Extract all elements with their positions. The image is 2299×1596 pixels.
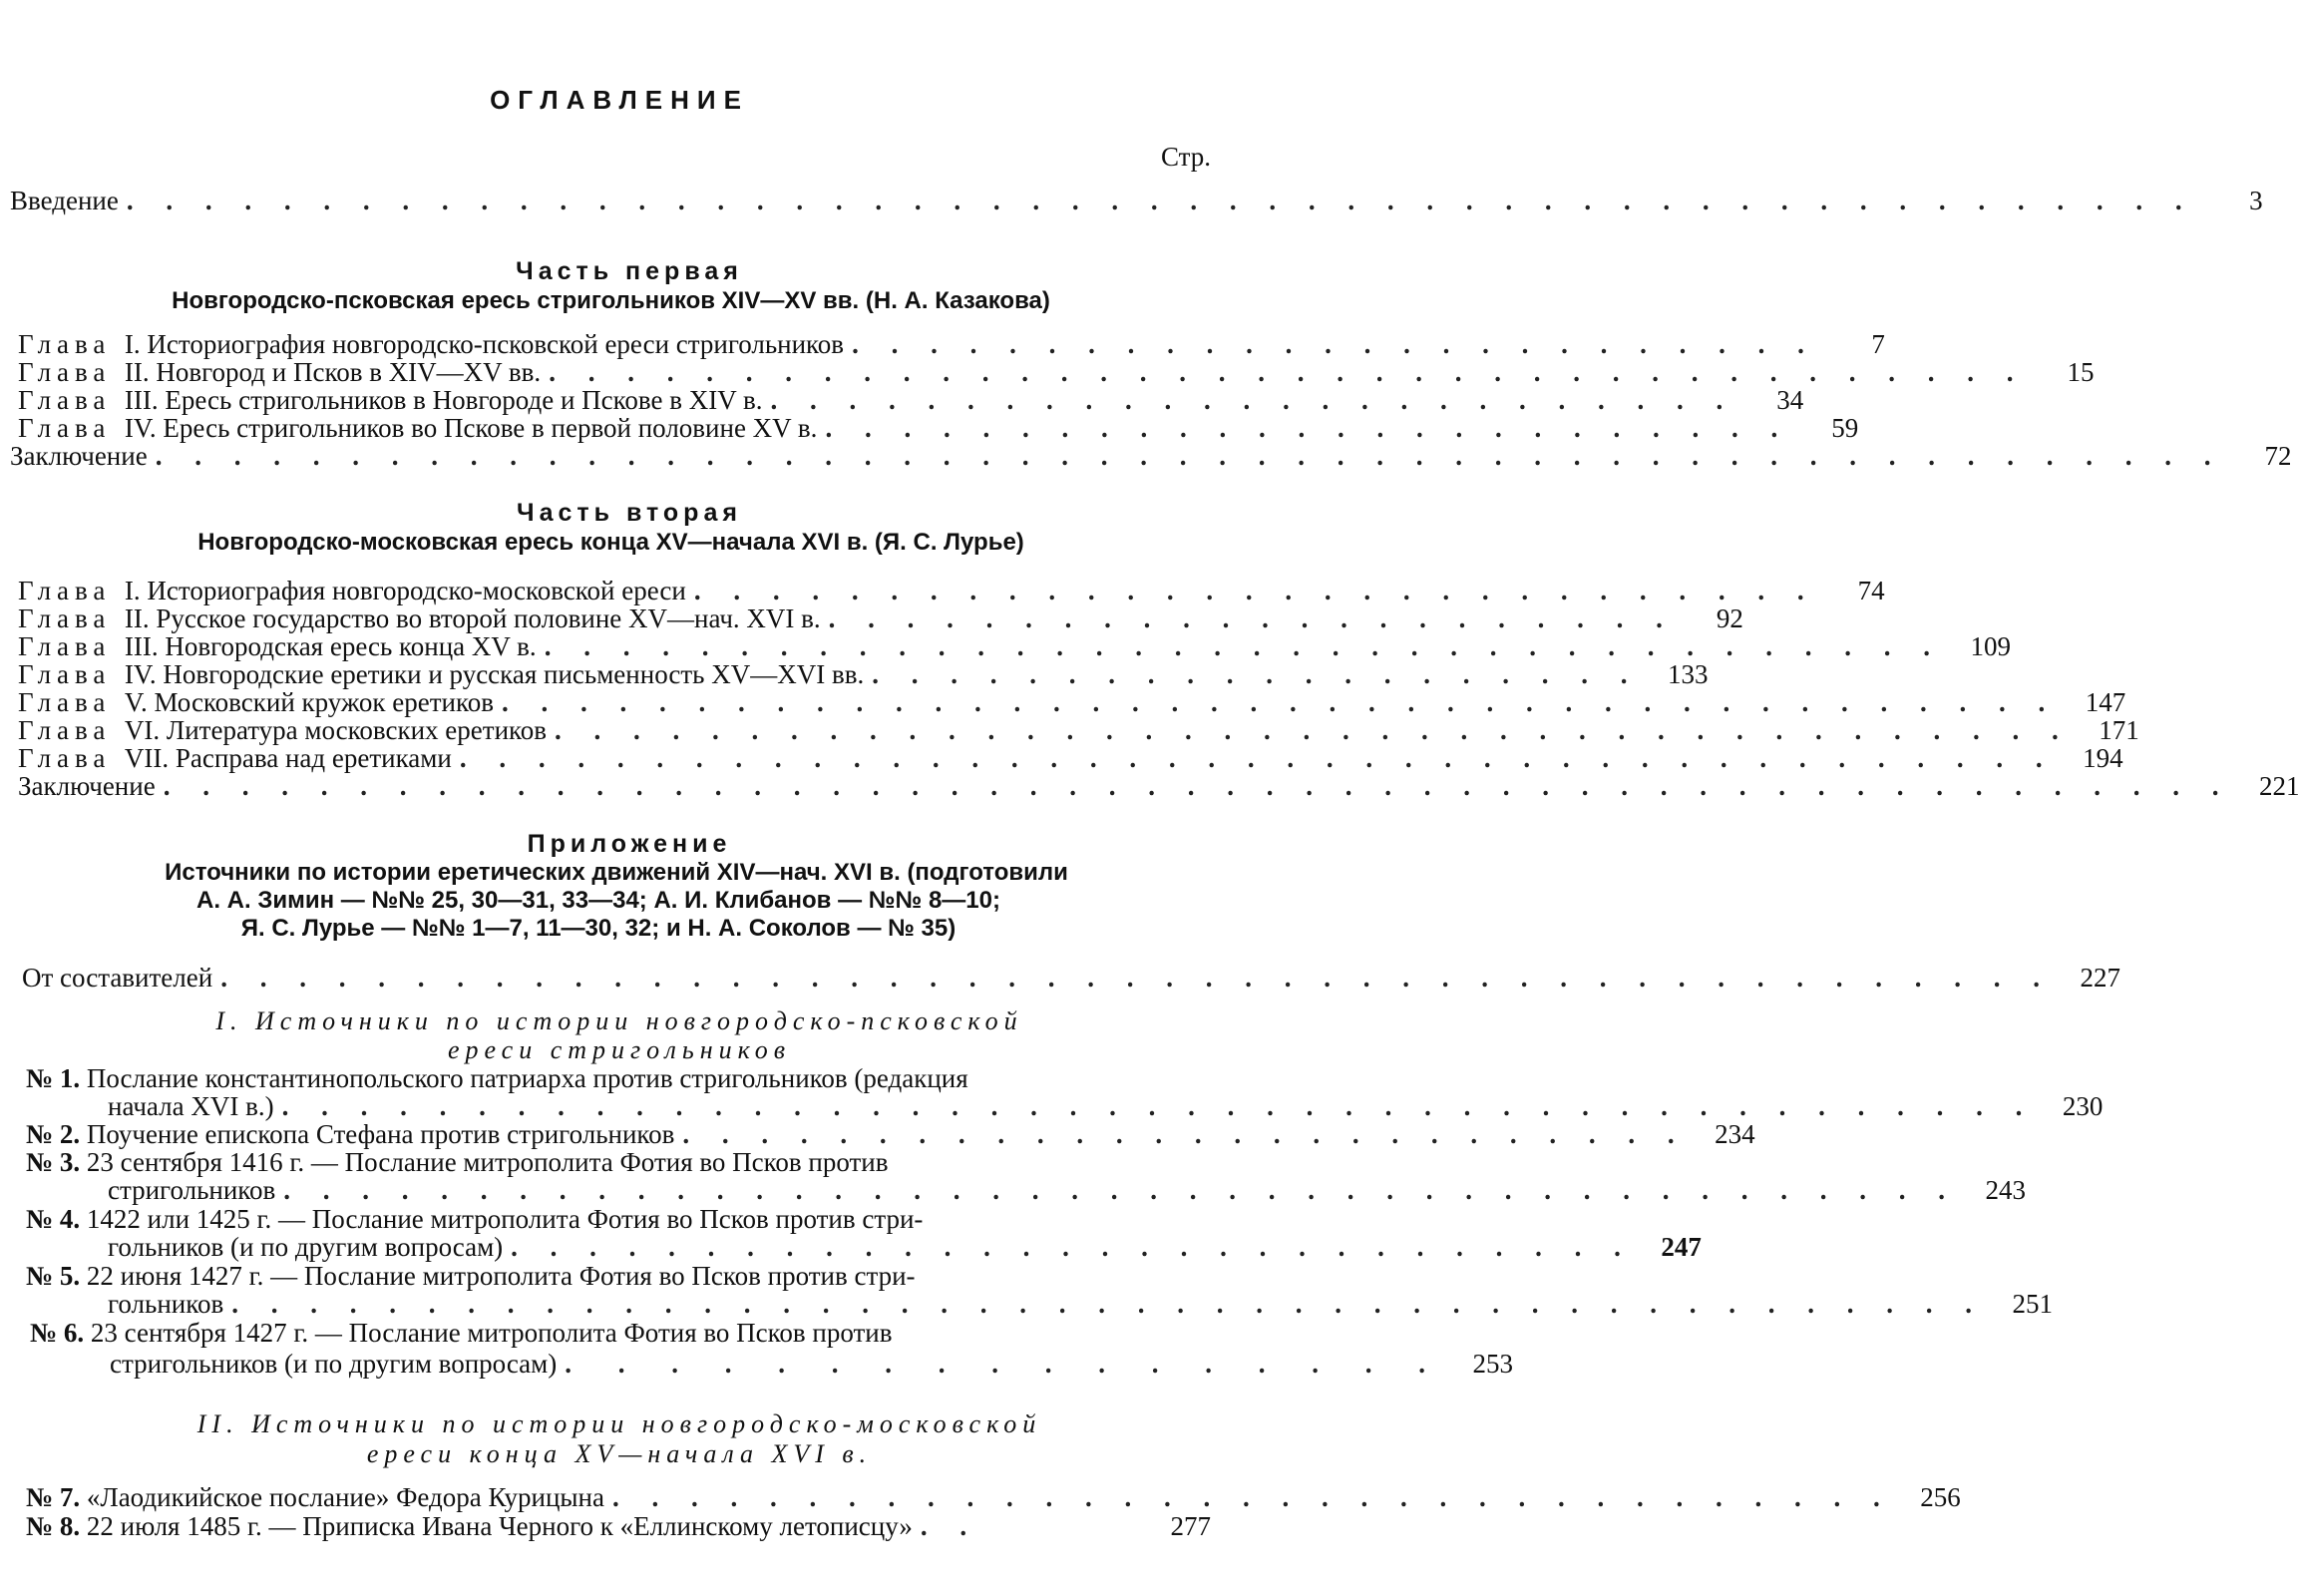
appendix-subtitle-line: Я. С. Лурье — №№ 1—7, 11—30, 32; и Н. А. Соколов — № 35)	[240, 915, 957, 942]
source-title: Поучение епископа Стефана против стригольников	[86, 1119, 675, 1149]
source-title: 23 сентября 1416 г. — Послание митрополита Фотия во Псков против	[86, 1147, 889, 1177]
source-item-end[interactable]	[108, 1091, 2104, 1121]
dot-leader: . . . . . . . . . . . . . . . . . . . . . . . . . . . . . . . . . . . . . .	[549, 357, 2027, 387]
toc-page-number: 15	[2067, 357, 2095, 387]
toc-page-number: 7	[1871, 329, 1885, 359]
dot-leader: . . . . . . . . . . . . . . . . . . . . . . . . . .	[682, 1119, 1688, 1149]
toc-entry-compilers[interactable]	[22, 963, 2120, 993]
toc-page-number: 277	[1170, 1511, 1211, 1541]
toc-page-number: 227	[2080, 963, 2120, 993]
toc-chapter[interactable]	[18, 715, 2139, 745]
dot-leader: . . . . . . . . . . . . . . . . . . . . . . . . . . . . . . . . . . . . . . . .	[502, 687, 2059, 717]
toc-chapter[interactable]	[18, 603, 1743, 633]
dot-leader: . . . . . . . . . . . . . . . . . . . . . . . . . . . . . . . . . . . . . . . . . . . . .	[231, 1289, 1985, 1319]
toc-page-number: 74	[1857, 576, 1885, 605]
toc-page-number: 194	[2083, 743, 2123, 773]
dot-leader: . . . . . . . . . . . . . . . . . . . . . . . . . . . . . . . . . . . . . . . . . . . . . . . . . . . . .	[126, 186, 2195, 215]
source-number: № 3.	[26, 1147, 81, 1177]
chapter-title: II. Новгород и Псков в XIV—XV вв.	[124, 357, 542, 387]
toc-chapter[interactable]	[18, 743, 2123, 773]
dot-leader: . . . . . . . . . . . . . . . . . . . . . . . . . . . . . . . . . . . .	[544, 631, 1943, 661]
part-heading: Часть вторая	[517, 499, 742, 527]
toc-chapter[interactable]	[18, 631, 2011, 661]
part-heading: Часть первая	[516, 257, 743, 285]
page-column-label: Стр.	[1160, 142, 1211, 172]
appendix-subtitle-line: А. А. Зимин — №№ 25, 30—31, 33—34; А. И. Клибанов — №№ 8—10;	[196, 887, 1000, 914]
dot-leader: . . . . . . . . . . . . . . . . . . . .	[872, 659, 1641, 689]
dot-leader: . . . . . . . . . . . . . . . . . . . . . . . . . . . . . . . . . . . . . . . . . . . . . . . . . . . . .	[155, 441, 2224, 471]
toc-entry-label: Введение	[10, 186, 119, 215]
toc-entry-label: От составителей	[22, 963, 213, 993]
toc-page-number: 3	[2249, 186, 2263, 215]
toc-entry-intro[interactable]	[10, 186, 2263, 215]
chapter-word: Глава	[18, 743, 112, 773]
toc-chapter[interactable]	[18, 659, 1709, 689]
toc-entry-label: Заключение	[18, 771, 156, 801]
source-number: № 5.	[26, 1261, 81, 1291]
source-item-end[interactable]	[108, 1232, 1702, 1262]
section-heading-line: II. Источники по истории новгородско-московской	[196, 1409, 1042, 1438]
source-item-line[interactable]	[26, 1119, 1755, 1149]
source-item-line[interactable]	[26, 1148, 889, 1177]
toc-page-number: 147	[2085, 687, 2126, 717]
dot-leader: . . . . . . . . . . . . . . . . . . . . . . . . .	[852, 329, 1817, 359]
chapter-title: III. Новгородская ересь конца XV в.	[124, 631, 537, 661]
source-item-line[interactable]	[26, 1512, 1211, 1541]
source-item-end[interactable]	[108, 1289, 2053, 1319]
chapter-title: III. Ересь стригольников в Новгороде и Пскове в XIV в.	[124, 385, 763, 415]
toc-page-number: 251	[2012, 1289, 2053, 1319]
dot-leader: . . . . . . . . . . . . . . . . . . . . . . . . . . . . . . . . .	[611, 1482, 1893, 1512]
source-title: 22 июня 1427 г. — Послание митрополита Фотия во Псков против стри-	[86, 1261, 916, 1291]
toc-page-number: 109	[1970, 631, 2011, 661]
toc-page-number: 247	[1661, 1232, 1702, 1262]
source-title-cont: стригольников (и по другим вопросам)	[110, 1349, 558, 1379]
section-heading-line: ереси конца XV—начала XVI в.	[366, 1439, 873, 1468]
chapter-title: I. Историография новгородско-московской ереси	[124, 576, 686, 605]
chapter-word: Глава	[18, 357, 112, 387]
source-title-cont: стригольников	[108, 1175, 276, 1205]
dot-leader: . .	[920, 1511, 980, 1541]
dot-leader: . . . . . . . . . . . . . . . . . . . . . . . . . . . . . . . . . . . . . . . . .	[459, 743, 2056, 773]
source-item-line[interactable]	[26, 1205, 923, 1234]
chapter-word: Глава	[18, 385, 112, 415]
dot-leader: . . . . . . . . . . . . . . . . . . . . . . . . . . . . .	[693, 576, 1817, 605]
source-title: 1422 или 1425 г. — Послание митрополита Фотия во Псков против стри-	[86, 1204, 924, 1234]
section-heading-line: ереси стригольников	[447, 1035, 792, 1064]
source-title-cont: гольников (и по другим вопросам)	[108, 1232, 504, 1262]
dot-leader: . . . . . . . . . . . . . . . . . . . . . . . . . . . . . . . . . . . . . . .	[555, 715, 2072, 745]
dot-leader: . . . . . . . . . . . . . . . . .	[565, 1349, 1445, 1379]
dot-leader: . . . . . . . . . . . . . . . . . . . . . . . . . . . . .	[511, 1232, 1634, 1262]
dot-leader: . . . . . . . . . . . . . . . . . . . . . .	[828, 603, 1676, 633]
chapter-word: Глава	[18, 715, 112, 745]
source-title-cont: гольников	[108, 1289, 224, 1319]
dot-leader: . . . . . . . . . . . . . . . . . . . . . . . . . . . . . . . . . . . . . . . . . . . . . . .	[220, 963, 2053, 993]
chapter-title: IV. Новгородские еретики и русская письменность XV—XVI вв.	[124, 659, 865, 689]
toc-chapter[interactable]	[18, 385, 1804, 415]
chapter-word: Глава	[18, 329, 112, 359]
toc-page-number: 234	[1715, 1119, 1755, 1149]
toc-page-number: 243	[1985, 1175, 2027, 1205]
section-heading-line: I. Источники по истории новгородско-псковской	[215, 1006, 1023, 1035]
toc-chapter[interactable]	[18, 576, 1885, 605]
toc-page-number: 230	[2062, 1091, 2104, 1121]
toc-chapter[interactable]	[18, 329, 1885, 359]
part-subtitle: Новгородско-псковская ересь стригольников XIV—XV вв. (Н. А. Казакова)	[172, 287, 1050, 314]
chapter-title: I. Историография новгородско-псковской ереси стригольников	[124, 329, 845, 359]
toc-chapter[interactable]	[18, 413, 1859, 443]
source-number: № 1.	[26, 1063, 81, 1093]
chapter-title: II. Русское государство во второй половине XV—нач. XVI в.	[124, 603, 821, 633]
source-item-line[interactable]	[30, 1319, 893, 1348]
chapter-title: VI. Литература московских еретиков	[124, 715, 548, 745]
chapter-title: IV. Ересь стригольников во Пскове в первой половине XV в.	[124, 413, 818, 443]
source-title: 23 сентября 1427 г. — Послание митрополита Фотия во Псков против	[90, 1318, 893, 1348]
toc-page-number: 253	[1472, 1349, 1513, 1379]
chapter-word: Глава	[18, 631, 112, 661]
toc-entry-conclusion[interactable]	[18, 771, 2299, 801]
part-subtitle: Новгородско-московская ересь конца XV—начала XVI в. (Я. С. Лурье)	[197, 529, 1024, 556]
source-number: № 2.	[26, 1119, 81, 1149]
toc-chapter[interactable]	[18, 687, 2126, 717]
chapter-word: Глава	[18, 687, 112, 717]
chapter-title: V. Московский кружок еретиков	[124, 687, 494, 717]
source-item-end[interactable]	[108, 1175, 2027, 1205]
toc-entry-label: Заключение	[10, 441, 148, 471]
chapter-title: VII. Расправа над еретиками	[124, 743, 452, 773]
source-title: «Лаодикийское послание» Федора Курицына	[86, 1482, 604, 1512]
source-item-line[interactable]	[26, 1064, 968, 1093]
page-title: ОГЛАВЛЕНИЕ	[490, 85, 749, 115]
toc-page-number: 171	[2099, 715, 2139, 745]
toc-page-number: 133	[1667, 659, 1709, 689]
source-item-line[interactable]	[26, 1482, 1961, 1512]
dot-leader: . . . . . . . . . . . . . . . . . . . . . . . . . . . . . . . . . . . . . . . . . . .	[283, 1175, 1959, 1205]
source-title-cont: начала XVI в.)	[108, 1091, 274, 1121]
toc-page-number: 34	[1776, 385, 1804, 415]
toc-entry-conclusion[interactable]	[10, 441, 2292, 471]
source-number: № 7.	[26, 1482, 81, 1512]
chapter-word: Глава	[18, 413, 112, 443]
chapter-word: Глава	[18, 659, 112, 689]
toc-page-number: 256	[1920, 1482, 1961, 1512]
source-item-line[interactable]	[26, 1262, 916, 1291]
dot-leader: . . . . . . . . . . . . . . . . . . . . . . . . .	[825, 413, 1791, 443]
dot-leader: . . . . . . . . . . . . . . . . . . . . . . . . .	[770, 385, 1736, 415]
appendix-subtitle-line: Источники по истории еретических движений XIV—нач. XVI в. (подготовили	[165, 859, 1068, 886]
source-number: № 4.	[26, 1204, 81, 1234]
toc-page-number: 92	[1716, 603, 1743, 633]
source-item-end[interactable]	[110, 1349, 1513, 1379]
source-number: № 6.	[30, 1318, 85, 1348]
chapter-word: Глава	[18, 603, 112, 633]
dot-leader: . . . . . . . . . . . . . . . . . . . . . . . . . . . . . . . . . . . . . . . . . . . . .	[281, 1091, 2036, 1121]
source-title: Послание константинопольского патриарха против стригольников (редакция	[86, 1063, 968, 1093]
toc-page-number: 59	[1831, 413, 1859, 443]
toc-chapter[interactable]	[18, 357, 2095, 387]
chapter-word: Глава	[18, 576, 112, 605]
source-number: № 8.	[26, 1511, 81, 1541]
source-title: 22 июля 1485 г. — Приписка Ивана Черного к «Еллинскому летописцу»	[86, 1511, 913, 1541]
dot-leader: . . . . . . . . . . . . . . . . . . . . . . . . . . . . . . . . . . . . . . . . . . . . . . . . . . . . .	[163, 771, 2232, 801]
toc-page-number: 221	[2258, 771, 2299, 801]
appendix-heading: Приложение	[527, 830, 732, 858]
toc-page-number: 72	[2264, 441, 2292, 471]
